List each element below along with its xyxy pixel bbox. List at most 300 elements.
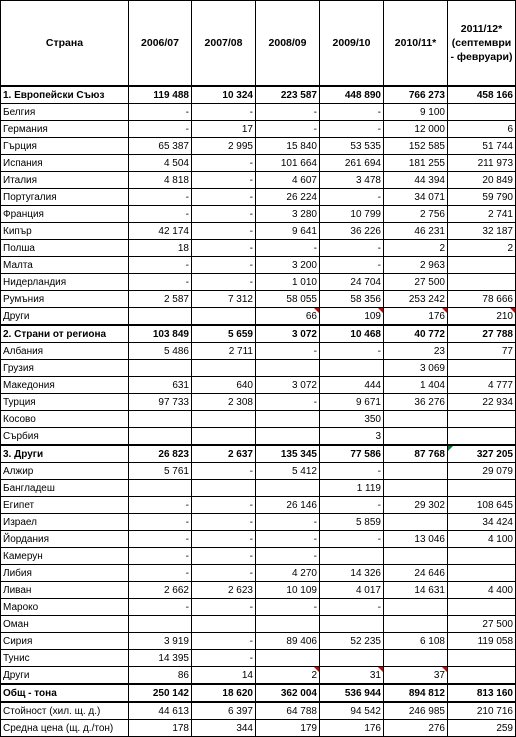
value-cell: - [129, 189, 192, 206]
value-cell: 894 812 [384, 684, 448, 702]
value-cell: 31 [320, 667, 384, 685]
country-cell: Албания [1, 343, 129, 360]
value-cell: 176 [384, 308, 448, 326]
country-cell: Кипър [1, 223, 129, 240]
value-cell: 246 985 [384, 702, 448, 720]
value-cell: - [320, 104, 384, 121]
value-cell: 6 108 [384, 633, 448, 650]
value-cell: 52 235 [320, 633, 384, 650]
table-row [1, 702, 516, 720]
value-cell: 178 [129, 720, 192, 737]
value-cell: 3 069 [384, 360, 448, 377]
value-cell: 12 000 [384, 121, 448, 138]
table-row [1, 667, 516, 685]
value-cell [129, 360, 192, 377]
value-cell: 350 [320, 411, 384, 428]
table-row [1, 104, 516, 121]
value-cell: 2 587 [129, 291, 192, 308]
value-cell: 152 585 [384, 138, 448, 155]
value-cell: 29 302 [384, 497, 448, 514]
value-cell [384, 650, 448, 667]
value-cell: 2 741 [448, 206, 516, 223]
value-cell: 14 326 [320, 565, 384, 582]
value-cell: 119 488 [129, 86, 192, 104]
value-cell: 46 231 [384, 223, 448, 240]
country-cell: Сирия [1, 633, 129, 650]
value-cell [129, 480, 192, 497]
value-cell [129, 411, 192, 428]
value-cell: - [320, 463, 384, 480]
header-2010-11: 2010/11* [384, 1, 448, 87]
table-row [1, 343, 516, 360]
value-cell [192, 616, 256, 633]
value-cell: 103 849 [129, 325, 192, 343]
value-cell: 4 504 [129, 155, 192, 172]
value-cell: 44 394 [384, 172, 448, 189]
value-cell: - [192, 155, 256, 172]
value-cell: 32 187 [448, 223, 516, 240]
value-cell: 448 890 [320, 86, 384, 104]
value-cell: - [192, 565, 256, 582]
value-cell: - [256, 599, 320, 616]
value-cell [448, 667, 516, 685]
value-cell [448, 360, 516, 377]
country-cell: Сърбия [1, 428, 129, 446]
value-cell: 23 [384, 343, 448, 360]
value-cell [192, 411, 256, 428]
value-cell [384, 428, 448, 446]
value-cell: 64 788 [256, 702, 320, 720]
value-cell: - [192, 189, 256, 206]
value-cell: 18 620 [192, 684, 256, 702]
value-cell [320, 616, 384, 633]
value-cell: 6 397 [192, 702, 256, 720]
table-row [1, 633, 516, 650]
value-cell: 135 345 [256, 445, 320, 463]
value-cell: 5 761 [129, 463, 192, 480]
value-cell: 2 623 [192, 582, 256, 599]
value-cell: 2 963 [384, 257, 448, 274]
value-cell: 2 [448, 240, 516, 257]
value-cell: - [256, 394, 320, 411]
value-cell: 9 100 [384, 104, 448, 121]
header-row [1, 1, 516, 87]
value-cell: 3 [320, 428, 384, 446]
country-cell: Бангладеш [1, 480, 129, 497]
table-row [1, 565, 516, 582]
table-row [1, 291, 516, 308]
country-cell: Общ - тона [1, 684, 129, 702]
value-cell: - [256, 121, 320, 138]
table-row [1, 514, 516, 531]
value-cell [192, 428, 256, 446]
value-cell: - [256, 343, 320, 360]
value-cell: 2 [256, 667, 320, 685]
value-cell [192, 360, 256, 377]
value-cell: - [129, 565, 192, 582]
value-cell: 2 [384, 240, 448, 257]
value-cell [320, 650, 384, 667]
value-cell: - [320, 240, 384, 257]
value-cell: 44 613 [129, 702, 192, 720]
value-cell [448, 411, 516, 428]
value-cell: 181 255 [384, 155, 448, 172]
value-cell: 5 486 [129, 343, 192, 360]
country-cell: 3. Други [1, 445, 129, 463]
value-cell: - [320, 257, 384, 274]
table-row [1, 360, 516, 377]
value-cell: 22 934 [448, 394, 516, 411]
country-cell: Гърция [1, 138, 129, 155]
value-cell [256, 650, 320, 667]
value-cell [256, 428, 320, 446]
value-cell: 26 146 [256, 497, 320, 514]
country-cell: Либия [1, 565, 129, 582]
value-cell: - [320, 531, 384, 548]
value-cell: 327 205 [448, 445, 516, 463]
value-cell: 1 119 [320, 480, 384, 497]
value-cell: - [192, 274, 256, 291]
total-row [1, 684, 516, 702]
value-cell [129, 616, 192, 633]
value-cell: 17 [192, 121, 256, 138]
value-cell: 36 226 [320, 223, 384, 240]
value-cell [320, 548, 384, 565]
value-cell: 29 079 [448, 463, 516, 480]
value-cell: 53 535 [320, 138, 384, 155]
value-cell: 2 637 [192, 445, 256, 463]
value-cell [384, 514, 448, 531]
country-cell: Други [1, 308, 129, 326]
value-cell [320, 360, 384, 377]
value-cell [448, 548, 516, 565]
country-cell: Косово [1, 411, 129, 428]
country-cell: Алжир [1, 463, 129, 480]
value-cell: 4 017 [320, 582, 384, 599]
value-cell: 37 [384, 667, 448, 685]
value-cell: - [192, 104, 256, 121]
value-cell: 18 [129, 240, 192, 257]
table-row [1, 155, 516, 172]
value-cell: 4 270 [256, 565, 320, 582]
country-cell: Франция [1, 206, 129, 223]
value-cell: 10 468 [320, 325, 384, 343]
value-cell: 87 768 [384, 445, 448, 463]
value-cell [256, 480, 320, 497]
value-cell: 58 356 [320, 291, 384, 308]
country-cell: Македония [1, 377, 129, 394]
table-row [1, 172, 516, 189]
country-cell: Германия [1, 121, 129, 138]
header-2007-08: 2007/08 [192, 1, 256, 87]
value-cell: 20 849 [448, 172, 516, 189]
value-cell: 276 [384, 720, 448, 737]
value-cell: - [129, 497, 192, 514]
value-cell: 15 840 [256, 138, 320, 155]
value-cell [384, 548, 448, 565]
value-cell: 211 973 [448, 155, 516, 172]
table-row [1, 223, 516, 240]
value-cell: 813 160 [448, 684, 516, 702]
value-cell [448, 104, 516, 121]
value-cell: - [129, 599, 192, 616]
value-cell: - [192, 650, 256, 667]
value-cell: - [256, 548, 320, 565]
value-cell: 1 404 [384, 377, 448, 394]
value-cell: 10 324 [192, 86, 256, 104]
value-cell: 26 823 [129, 445, 192, 463]
country-cell: Нидерландия [1, 274, 129, 291]
value-cell: 3 280 [256, 206, 320, 223]
country-cell: Румъния [1, 291, 129, 308]
value-cell: 59 790 [448, 189, 516, 206]
value-cell: 34 071 [384, 189, 448, 206]
value-cell: - [320, 121, 384, 138]
table-row [1, 616, 516, 633]
value-cell [256, 616, 320, 633]
value-cell: 24 704 [320, 274, 384, 291]
value-cell: - [192, 240, 256, 257]
value-cell [448, 599, 516, 616]
header-country: Страна [1, 1, 129, 87]
value-cell: 2 756 [384, 206, 448, 223]
value-cell: 4 400 [448, 582, 516, 599]
value-cell: - [129, 514, 192, 531]
value-cell: 250 142 [129, 684, 192, 702]
value-cell [384, 480, 448, 497]
value-cell: 119 058 [448, 633, 516, 650]
value-cell: 89 406 [256, 633, 320, 650]
value-cell: 2 711 [192, 343, 256, 360]
value-cell: 179 [256, 720, 320, 737]
value-cell: - [320, 599, 384, 616]
value-cell: - [256, 104, 320, 121]
value-cell [384, 599, 448, 616]
value-cell: - [256, 531, 320, 548]
value-cell [256, 360, 320, 377]
value-cell: 24 646 [384, 565, 448, 582]
value-cell: - [320, 189, 384, 206]
table-row [1, 411, 516, 428]
value-cell: 9 671 [320, 394, 384, 411]
table-row [1, 257, 516, 274]
value-cell: 78 666 [448, 291, 516, 308]
table-row [1, 582, 516, 599]
value-cell: 9 641 [256, 223, 320, 240]
value-cell: 7 312 [192, 291, 256, 308]
value-cell: - [192, 548, 256, 565]
value-cell [448, 428, 516, 446]
table-row [1, 650, 516, 667]
value-cell: 2 308 [192, 394, 256, 411]
value-cell: 3 200 [256, 257, 320, 274]
value-cell: 253 242 [384, 291, 448, 308]
value-cell: - [256, 240, 320, 257]
value-cell: - [192, 599, 256, 616]
country-cell: Турция [1, 394, 129, 411]
value-cell: 5 859 [320, 514, 384, 531]
value-cell: - [129, 206, 192, 223]
value-cell: - [192, 531, 256, 548]
value-cell: 14 [192, 667, 256, 685]
value-cell: - [192, 172, 256, 189]
value-cell: 640 [192, 377, 256, 394]
value-cell: - [320, 497, 384, 514]
value-cell: - [192, 223, 256, 240]
value-cell: 14 631 [384, 582, 448, 599]
country-cell: Белгия [1, 104, 129, 121]
country-cell: Стойност (хил. щ. д.) [1, 702, 129, 720]
country-cell: Средна цена (щ. д./тон) [1, 720, 129, 737]
value-cell: 6 [448, 121, 516, 138]
value-cell: 66 [256, 308, 320, 326]
value-cell: 536 944 [320, 684, 384, 702]
value-cell: - [320, 343, 384, 360]
value-cell: 3 919 [129, 633, 192, 650]
table-row [1, 189, 516, 206]
value-cell: 77 586 [320, 445, 384, 463]
country-cell: Камерун [1, 548, 129, 565]
table-row [1, 599, 516, 616]
value-cell: 5 412 [256, 463, 320, 480]
table-row [1, 138, 516, 155]
value-cell: 26 224 [256, 189, 320, 206]
country-cell: 2. Страни от региона [1, 325, 129, 343]
value-cell: 259 [448, 720, 516, 737]
value-cell [384, 463, 448, 480]
value-cell: 2 995 [192, 138, 256, 155]
value-cell: - [256, 514, 320, 531]
value-cell: - [129, 121, 192, 138]
group-row [1, 325, 516, 343]
value-cell: 10 109 [256, 582, 320, 599]
value-cell: 27 788 [448, 325, 516, 343]
value-cell: 40 772 [384, 325, 448, 343]
value-cell: 14 395 [129, 650, 192, 667]
value-cell: 101 664 [256, 155, 320, 172]
table-row [1, 497, 516, 514]
table-row [1, 308, 516, 326]
country-cell: Мароко [1, 599, 129, 616]
value-cell: 2 662 [129, 582, 192, 599]
value-cell: 344 [192, 720, 256, 737]
value-cell: - [192, 633, 256, 650]
value-cell [448, 257, 516, 274]
country-cell: Португалия [1, 189, 129, 206]
value-cell [384, 616, 448, 633]
value-cell [192, 480, 256, 497]
value-cell: 109 [320, 308, 384, 326]
value-cell: - [129, 104, 192, 121]
value-cell: 86 [129, 667, 192, 685]
value-cell: 4 100 [448, 531, 516, 548]
value-cell [448, 480, 516, 497]
table-row [1, 548, 516, 565]
value-cell: 4 607 [256, 172, 320, 189]
value-cell: - [192, 514, 256, 531]
value-cell [448, 565, 516, 582]
country-cell: 1. Европейски Съюз [1, 86, 129, 104]
value-cell: - [129, 548, 192, 565]
value-cell: 5 659 [192, 325, 256, 343]
value-cell: 1 010 [256, 274, 320, 291]
value-cell: 27 500 [448, 616, 516, 633]
table-body [1, 86, 516, 737]
table-row [1, 377, 516, 394]
table-row [1, 240, 516, 257]
table-row [1, 274, 516, 291]
value-cell: 36 276 [384, 394, 448, 411]
group-row [1, 445, 516, 463]
group-row [1, 86, 516, 104]
value-cell: 362 004 [256, 684, 320, 702]
value-cell: - [192, 463, 256, 480]
value-cell: 94 542 [320, 702, 384, 720]
table-row [1, 480, 516, 497]
country-cell: Йордания [1, 531, 129, 548]
value-cell: 4 818 [129, 172, 192, 189]
table-row [1, 206, 516, 223]
value-cell: 10 799 [320, 206, 384, 223]
header-2009-10: 2009/10 [320, 1, 384, 87]
value-cell: 27 500 [384, 274, 448, 291]
value-cell [256, 411, 320, 428]
country-cell: Ливан [1, 582, 129, 599]
country-cell: Тунис [1, 650, 129, 667]
value-cell: 210 716 [448, 702, 516, 720]
value-cell: 51 744 [448, 138, 516, 155]
table-row [1, 463, 516, 480]
value-cell: 3 072 [256, 377, 320, 394]
country-cell: Полша [1, 240, 129, 257]
country-cell: Малта [1, 257, 129, 274]
header-2011-12: 2011/12* (септември - февруари) [448, 1, 516, 87]
value-cell: 3 072 [256, 325, 320, 343]
value-cell: 58 055 [256, 291, 320, 308]
table-row [1, 720, 516, 737]
value-cell [448, 274, 516, 291]
country-cell: Израел [1, 514, 129, 531]
value-cell: 42 174 [129, 223, 192, 240]
value-cell: - [129, 531, 192, 548]
table-row [1, 531, 516, 548]
country-cell: Египет [1, 497, 129, 514]
value-cell: - [192, 206, 256, 223]
value-cell: 261 694 [320, 155, 384, 172]
value-cell [129, 428, 192, 446]
table-row [1, 121, 516, 138]
country-cell: Испания [1, 155, 129, 172]
value-cell: 4 777 [448, 377, 516, 394]
value-cell [448, 650, 516, 667]
country-cell: Италия [1, 172, 129, 189]
value-cell: 223 587 [256, 86, 320, 104]
value-cell: 77 [448, 343, 516, 360]
value-cell: 13 046 [384, 531, 448, 548]
value-cell: 444 [320, 377, 384, 394]
country-cell: Оман [1, 616, 129, 633]
value-cell: 97 733 [129, 394, 192, 411]
value-cell: 34 424 [448, 514, 516, 531]
table-row [1, 428, 516, 446]
value-cell: - [129, 257, 192, 274]
country-cell: Грузия [1, 360, 129, 377]
value-cell: - [129, 274, 192, 291]
value-cell: 108 645 [448, 497, 516, 514]
value-cell: - [192, 497, 256, 514]
value-cell [384, 411, 448, 428]
value-cell: 766 273 [384, 86, 448, 104]
